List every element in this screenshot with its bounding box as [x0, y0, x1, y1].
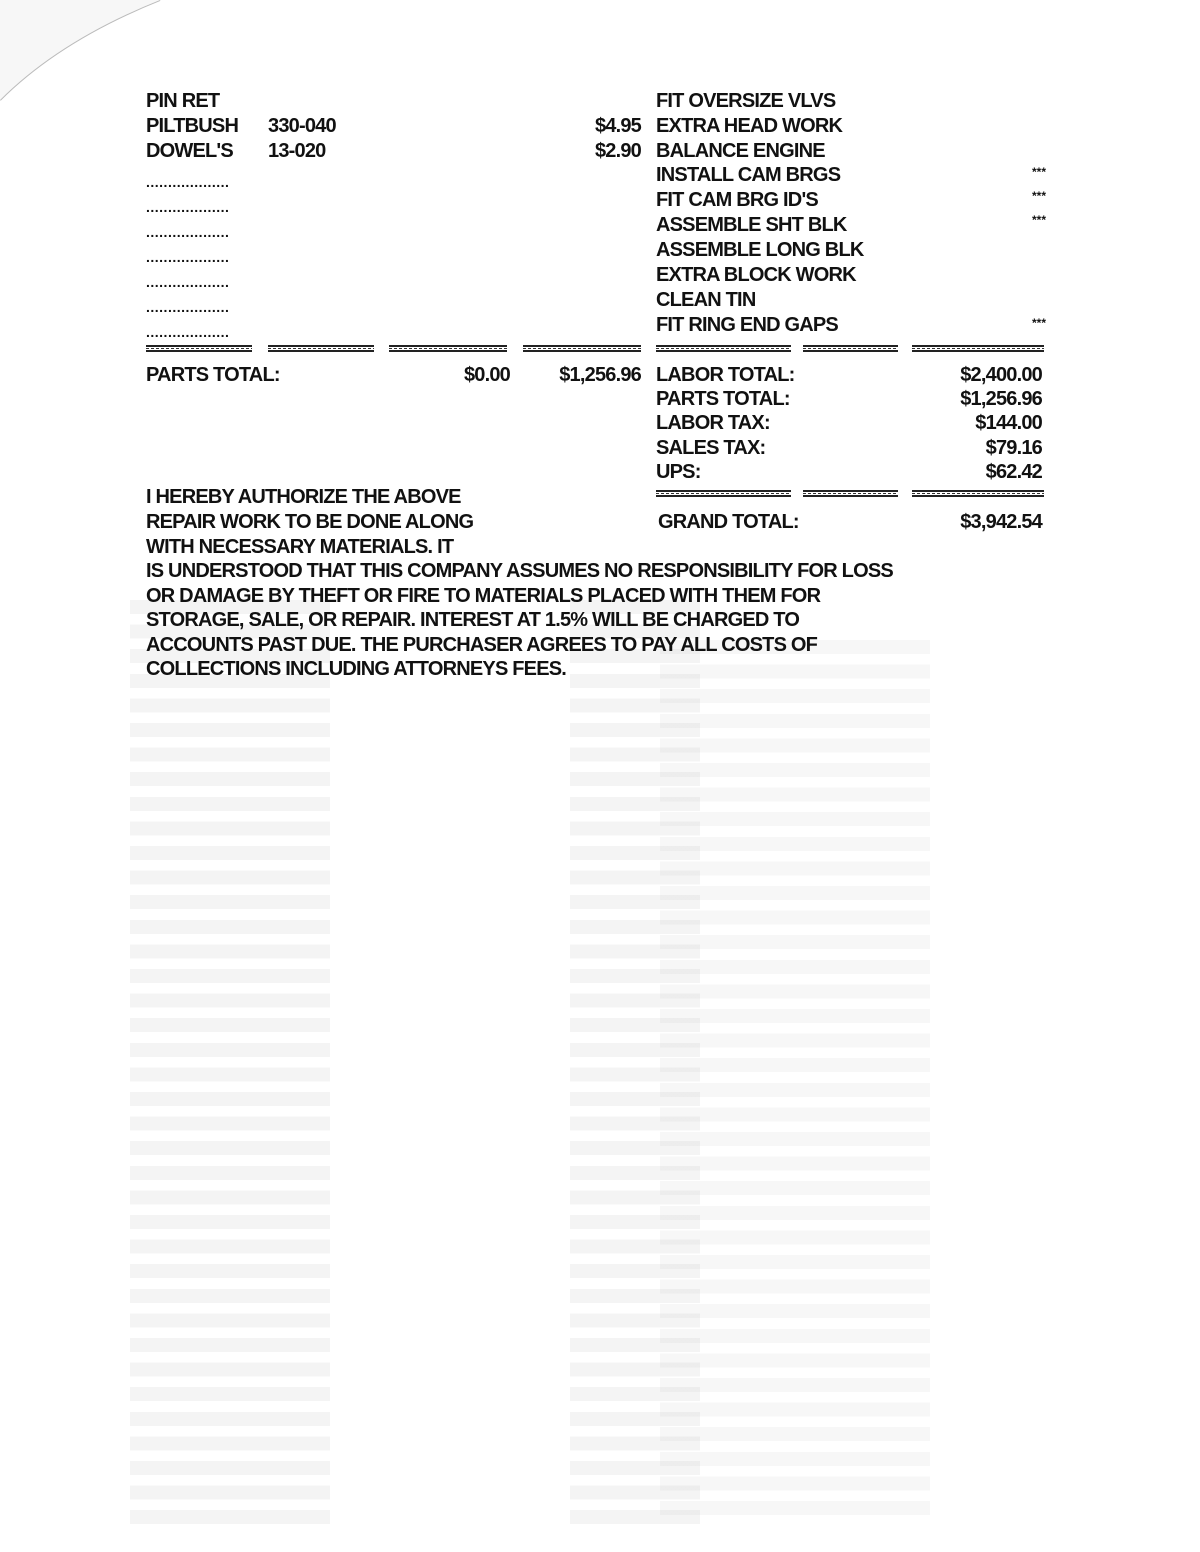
labor-item: FIT RING END GAPS — [656, 314, 838, 336]
part-name: PIN RET — [146, 90, 220, 112]
grand-total-value: $3,942.54 — [960, 511, 1042, 533]
labor-item: EXTRA HEAD WORK — [656, 115, 843, 137]
double-rule — [656, 490, 791, 497]
bleed-through-text — [130, 600, 1130, 1530]
bleed-through-text-labor — [660, 640, 930, 1520]
double-rule — [912, 490, 1044, 497]
labor-item: EXTRA BLOCK WORK — [656, 264, 856, 286]
summary-label: LABOR TAX: — [656, 412, 770, 434]
blank-part-line: ................... — [146, 274, 230, 290]
authorization-line: REPAIR WORK TO BE DONE ALONG — [146, 511, 474, 533]
blank-part-line: ................... — [146, 199, 230, 215]
labor-item: ASSEMBLE LONG BLK — [656, 239, 864, 261]
labor-item: BALANCE ENGINE — [656, 140, 825, 162]
summary-value: $1,256.96 — [960, 388, 1042, 410]
authorization-line: IS UNDERSTOOD THAT THIS COMPANY ASSUMES NO RESPONSIBILITY FOR LOSS — [146, 560, 893, 582]
labor-item: FIT OVERSIZE VLVS — [656, 90, 836, 112]
blank-part-line: ................... — [146, 249, 230, 265]
authorization-line: OR DAMAGE BY THEFT OR FIRE TO MATERIALS PLACED WITH THEM FOR — [146, 585, 821, 607]
labor-item: FIT CAM BRG ID'S — [656, 189, 818, 211]
part-name: PILTBUSH — [146, 115, 239, 137]
summary-label: UPS: — [656, 461, 701, 483]
parts-total-value: $0.00 — [463, 364, 510, 386]
part-number: 13-020 — [268, 140, 326, 162]
double-rule — [912, 345, 1044, 352]
summary-value: $62.42 — [985, 461, 1042, 483]
double-rule — [656, 345, 791, 352]
double-rule — [389, 345, 507, 352]
summary-value: $2,400.00 — [960, 364, 1042, 386]
parts-total-value: $1,256.96 — [559, 364, 641, 386]
summary-value: $79.16 — [985, 437, 1042, 459]
parts-total-label: PARTS TOTAL: — [146, 364, 280, 386]
double-rule — [268, 345, 374, 352]
authorization-line: WITH NECESSARY MATERIALS. IT — [146, 536, 454, 558]
authorization-line: COLLECTIONS INCLUDING ATTORNEYS FEES. — [146, 658, 567, 680]
part-price: $2.90 — [594, 140, 641, 162]
labor-item-mark: *** — [1031, 213, 1046, 227]
summary-value: $144.00 — [975, 412, 1042, 434]
grand-total-label: GRAND TOTAL: — [658, 511, 799, 533]
blank-part-line: ................... — [146, 324, 230, 340]
authorization-line: STORAGE, SALE, OR REPAIR. INTEREST AT 1.5% WILL BE CHARGED TO — [146, 609, 800, 631]
authorization-line: I HEREBY AUTHORIZE THE ABOVE — [146, 486, 461, 508]
double-rule — [803, 490, 898, 497]
labor-item-mark: *** — [1031, 189, 1046, 203]
part-number: 330-040 — [268, 115, 336, 137]
double-rule — [146, 345, 252, 352]
double-rule — [523, 345, 641, 352]
double-rule — [803, 345, 898, 352]
part-price: $4.95 — [594, 115, 641, 137]
labor-item-mark: *** — [1031, 316, 1046, 330]
labor-item: ASSEMBLE SHT BLK — [656, 214, 847, 236]
part-name: DOWEL'S — [146, 140, 233, 162]
labor-item: INSTALL CAM BRGS — [656, 164, 841, 186]
blank-part-line: ................... — [146, 224, 230, 240]
summary-label: SALES TAX: — [656, 437, 766, 459]
blank-part-line: ................... — [146, 299, 230, 315]
blank-part-line: ................... — [146, 174, 230, 190]
summary-label: PARTS TOTAL: — [656, 388, 790, 410]
labor-item-mark: *** — [1031, 165, 1046, 179]
labor-item: CLEAN TIN — [656, 289, 756, 311]
summary-label: LABOR TOTAL: — [656, 364, 795, 386]
authorization-line: ACCOUNTS PAST DUE. THE PURCHASER AGREES TO PAY ALL COSTS OF — [146, 634, 818, 656]
folded-corner-mark — [0, 0, 170, 120]
